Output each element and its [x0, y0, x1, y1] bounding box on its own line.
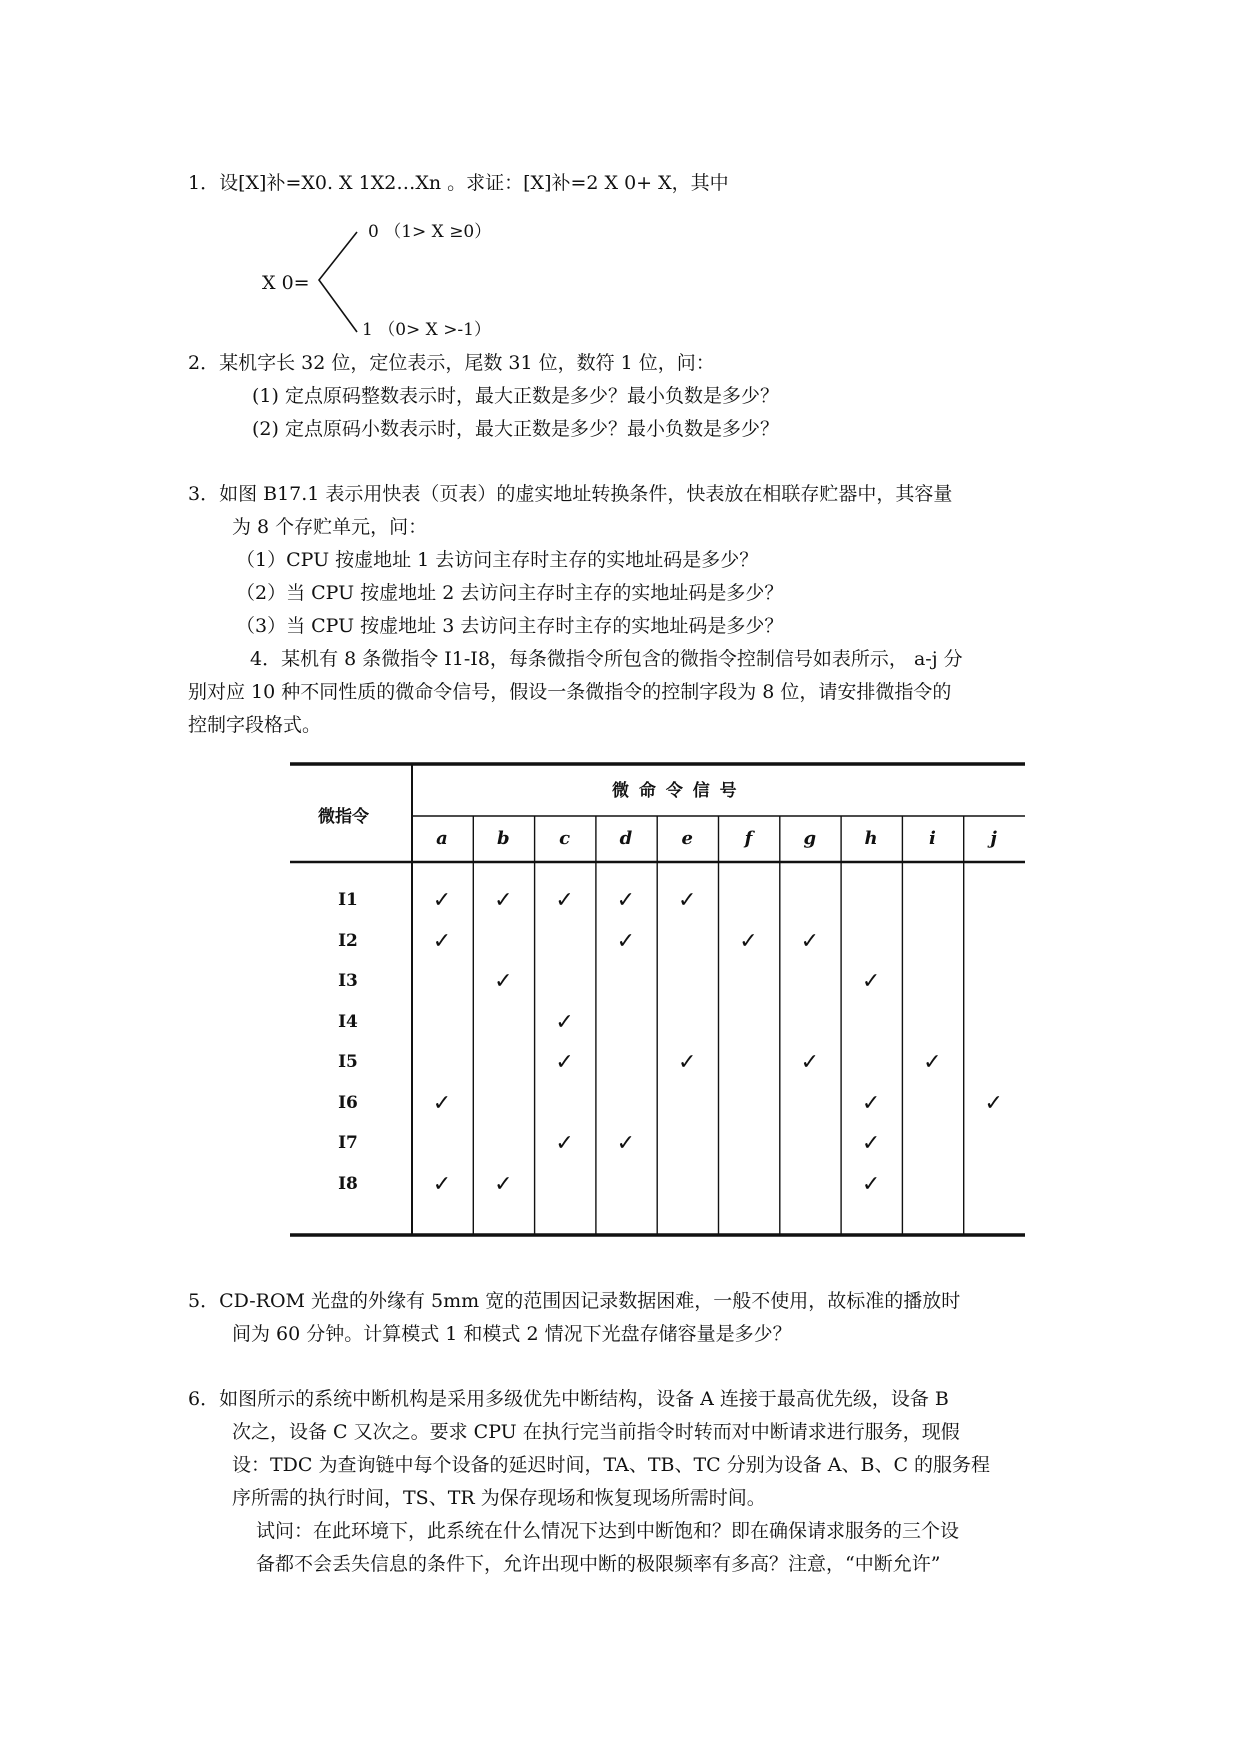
check-mark: ✓: [555, 1009, 574, 1035]
row-label-i3: I3: [338, 971, 358, 991]
check-mark: ✓: [616, 928, 636, 954]
check-mark: ✓: [432, 1171, 452, 1197]
check-mark: ✓: [432, 1090, 452, 1116]
row-label-i7: I7: [338, 1133, 358, 1153]
column-header-i: i: [928, 828, 936, 849]
check-mark: ✓: [984, 1090, 1003, 1116]
check-mark: ✓: [555, 888, 574, 913]
microinstruction-table: [290, 760, 1025, 1250]
column-header-b: b: [497, 828, 510, 849]
q6-line3: 设：TDC 为查询链中每个设备的延迟时间，TA、TB、TC 分别为设备 A、B、C 的服务程: [232, 1454, 991, 1476]
q6-line1: 6．如图所示的系统中断机构是采用多级优先中断结构，设备 A 连接于最高优先级，设备 B: [188, 1388, 949, 1410]
row-label-i2: I2: [338, 930, 358, 951]
q4-line2: 别对应 10 种不同性质的微命令信号，假设一条微指令的控制字段为 8 位，请安排微指令的: [188, 681, 952, 703]
q3-intro-line1: 3．如图 B17.1 表示用快表（页表）的虚实地址转换条件，快表放在相联存贮器中，其容量: [188, 483, 953, 505]
check-mark: ✓: [494, 1171, 513, 1197]
column-group-title: 微 命 令 信 号: [612, 781, 739, 801]
check-mark: ✓: [861, 969, 881, 994]
check-mark: ✓: [616, 1131, 636, 1156]
q4-line1: 4．某机有 8 条微指令 I1-I8，每条微指令所包含的微指令控制信号如表所示， a-j 分: [250, 648, 963, 670]
column-header-h: h: [864, 828, 878, 849]
check-mark: ✓: [677, 888, 697, 913]
column-header-j: j: [990, 828, 997, 849]
check-mark: ✓: [494, 969, 513, 994]
q1-case-2: 1 （0> X >-1）: [362, 320, 491, 340]
check-mark: ✓: [494, 888, 513, 913]
check-mark: ✓: [923, 1050, 942, 1075]
q1-formula-lhs: X 0=: [262, 272, 310, 294]
q6-line4: 序所需的执行时间，TS、TR 为保存现场和恢复现场所需时间。: [232, 1487, 766, 1509]
q6-line2: 次之，设备 C 又次之。要求 CPU 在执行完当前指令时转而对中断请求进行服务，现假: [232, 1421, 960, 1443]
row-label-i6: I6: [338, 1092, 358, 1113]
q6-line6: 备都不会丢失信息的条件下，允许出现中断的极限频率有多高？注意，“中断允许”: [256, 1553, 941, 1575]
column-header-d: d: [619, 828, 633, 849]
row-header-title: 微指令: [318, 807, 369, 827]
check-mark: ✓: [800, 1050, 820, 1075]
column-header-a: a: [436, 828, 448, 849]
check-mark: ✓: [861, 1131, 881, 1156]
column-header-e: e: [681, 828, 693, 849]
check-mark: ✓: [800, 928, 820, 954]
column-header-c: c: [559, 828, 571, 849]
q4-line3: 控制字段格式。: [188, 714, 322, 736]
q3-intro-line2: 为 8 个存贮单元，问：: [232, 516, 428, 538]
q2-item-2: (2) 定点原码小数表示时，最大正数是多少？最小负数是多少？: [252, 418, 779, 440]
column-header-f: f: [744, 828, 753, 849]
check-mark: ✓: [432, 888, 452, 913]
q2-intro: 2．某机字长 32 位，定位表示，尾数 31 位，数符 1 位，问：: [188, 352, 715, 374]
q6-line5: 试问：在此环境下，此系统在什么情况下达到中断饱和？即在确保请求服务的三个设: [256, 1520, 960, 1542]
column-header-g: g: [803, 828, 817, 849]
check-mark: ✓: [861, 1090, 881, 1116]
check-mark: ✓: [677, 1050, 697, 1075]
row-label-i1: I1: [338, 890, 358, 910]
q3-item-2: （2）当 CPU 按虚地址 2 去访问主存时主存的实地址码是多少？: [236, 582, 784, 604]
q5-line2: 间为 60 分钟。计算模式 1 和模式 2 情况下光盘存储容量是多少？: [232, 1323, 792, 1345]
check-mark: ✓: [861, 1171, 881, 1197]
brace-bracket: [315, 228, 365, 338]
q5-line1: 5．CD-ROM 光盘的外缘有 5mm 宽的范围因记录数据困难，一般不使用，故标准的播放时: [188, 1290, 961, 1312]
row-label-i5: I5: [338, 1052, 358, 1072]
q1-statement: 1．设[X]补=X0. X 1X2…Xn 。求证：[X]补=2 X 0+ X，其中: [188, 172, 729, 194]
row-label-i8: I8: [338, 1173, 358, 1194]
check-mark: ✓: [616, 888, 636, 913]
check-mark: ✓: [739, 928, 758, 954]
q3-item-3: （3）当 CPU 按虚地址 3 去访问主存时主存的实地址码是多少？: [236, 615, 784, 637]
check-mark: ✓: [432, 928, 452, 954]
q1-case-1: 0 （1> X ≥0）: [368, 222, 492, 242]
q3-item-1: （1）CPU 按虚地址 1 去访问主存时主存的实地址码是多少？: [236, 549, 759, 571]
row-label-i4: I4: [338, 1011, 358, 1032]
check-mark: ✓: [555, 1050, 574, 1075]
check-mark: ✓: [555, 1131, 574, 1156]
q2-item-1: (1) 定点原码整数表示时，最大正数是多少？最小负数是多少？: [252, 385, 779, 407]
